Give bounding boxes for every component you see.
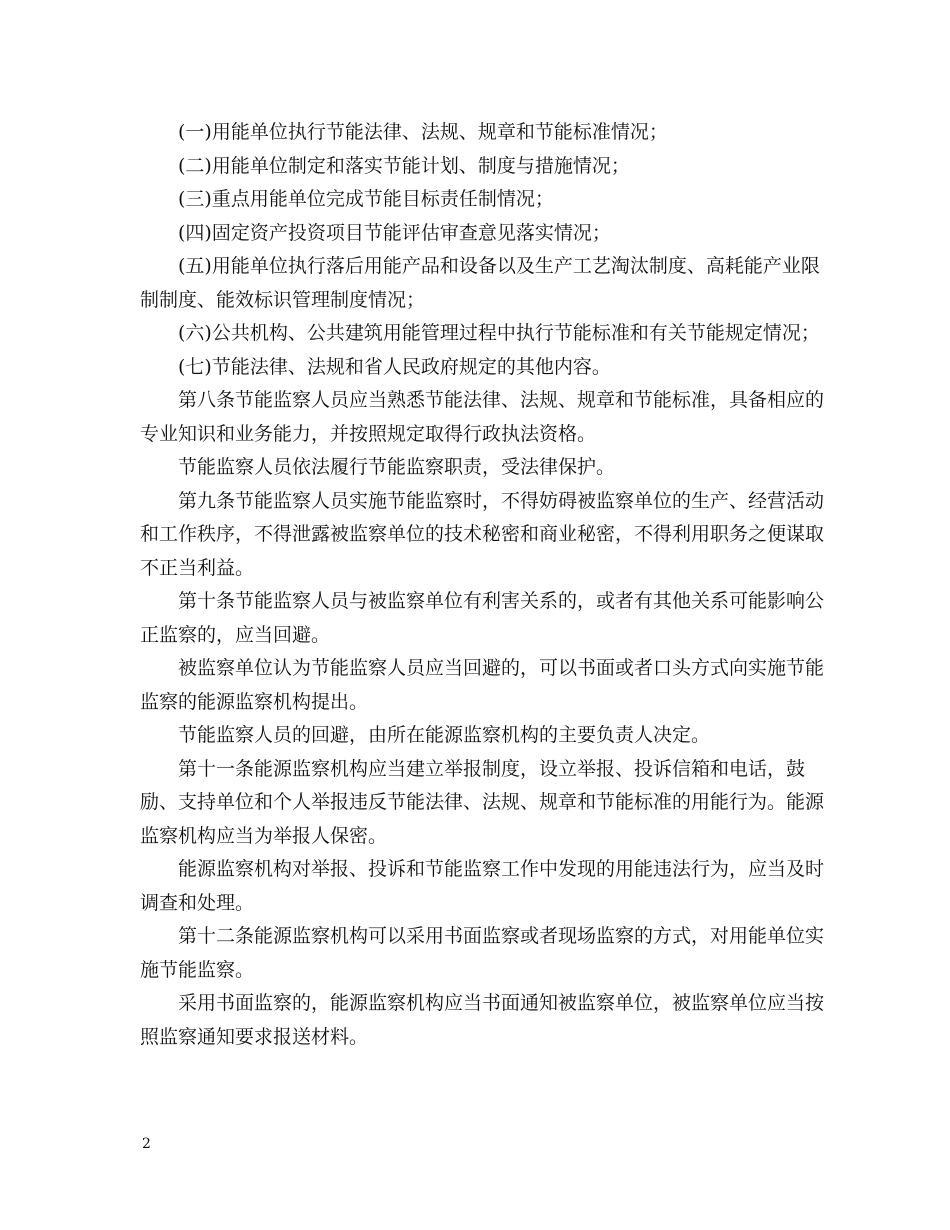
paragraph-item-7: (七)节能法律、法规和省人民政府规定的其他内容。: [178, 355, 611, 378]
article-8-protection: 节能监察人员依法履行节能监察职责，受法律保护。: [178, 456, 616, 478]
article-10-decision: 节能监察人员的回避，由所在能源监察机构的主要负责人决定。: [178, 724, 711, 746]
paragraph-item-5: (五)用能单位执行落后用能产品和设备以及生产工艺淘汰制度、高耗能产业限制制度、能效标识管理制度情况；: [140, 255, 820, 311]
article-11: 第十一条能源监察机构应当建立举报制度，设立举报、投诉信箱和电话，鼓励、支持单位和个人举报违反节能法律、法规、规章和节能标准的用能行为。能源监察机构应当为举报人保密。: [140, 757, 825, 847]
article-10: 第十条节能监察人员与被监察单位有利害关系的，或者有其他关系可能影响公正监察的，应当回避。: [140, 590, 825, 646]
article-11-handling: 能源监察机构对举报、投诉和节能监察工作中发现的用能违法行为，应当及时调查和处理。: [140, 858, 825, 914]
article-12-written-supervision: 采用书面监察的，能源监察机构应当书面通知被监察单位，被监察单位应当按照监察通知要求报送材料。: [140, 992, 825, 1048]
article-8: 第八条节能监察人员应当熟悉节能法律、法规、规章和节能标准，具备相应的专业知识和业务能力，并按照规定取得行政执法资格。: [140, 389, 825, 445]
paragraph-item-6: (六)公共机构、公共建筑用能管理过程中执行节能标准和有关节能规定情况；: [178, 322, 820, 344]
article-12: 第十二条能源监察机构可以采用书面监察或者现场监察的方式，对用能单位实施节能监察。: [140, 925, 825, 981]
article-10-request: 被监察单位认为节能监察人员应当回避的，可以书面或者口头方式向实施节能监察的能源监察机构提出。: [140, 657, 825, 713]
paragraph-item-4: (四)固定资产投资项目节能评估审查意见落实情况；: [178, 221, 611, 244]
article-9: 第九条节能监察人员实施节能监察时，不得妨碍被监察单位的生产、经营活动和工作秩序，不得泄露被监察单位的技术秘密和商业秘密，不得利用职务之便谋取不正当利益。: [140, 489, 825, 579]
paragraph-item-2: (二)用能单位制定和落实节能计划、制度与措施情况；: [178, 154, 630, 177]
document-body: [140, 116, 830, 1054]
page-number: 2: [142, 1136, 151, 1152]
paragraph-item-3: (三)重点用能单位完成节能目标责任制情况；: [178, 188, 554, 210]
paragraph-item-1: (一)用能单位执行节能法律、法规、规章和节能标准情况；: [178, 121, 668, 143]
